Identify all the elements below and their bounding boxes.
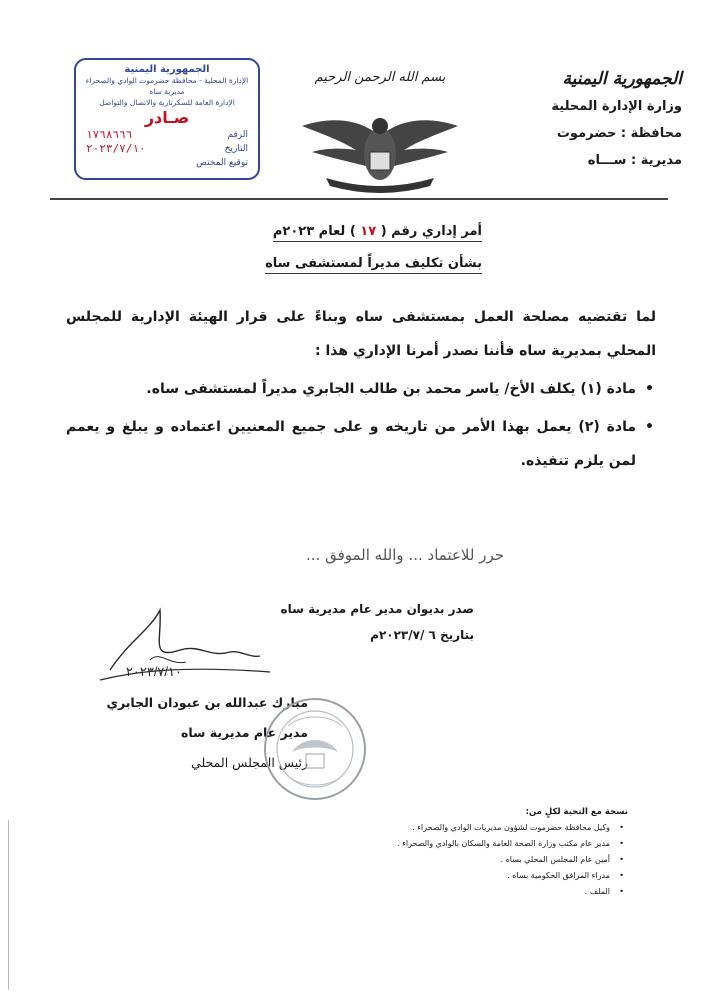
order-body <box>66 300 656 478</box>
article-text: مادة (١) يكلف الأخ/ ياسر محمد بن طالب الجابري مديراً لمستشفى ساه. <box>146 381 636 397</box>
order-prefix: أمر إداري رقم ( <box>380 224 482 239</box>
closing-line: حرر للاعتماد ... والله الموفق ... <box>306 546 504 564</box>
cc-item: • مدراء المرافق الحكومية بساه . <box>228 868 610 884</box>
header-divider <box>50 198 668 200</box>
order-number: ١٧ <box>360 224 377 239</box>
cc-item: • الملف . <box>228 884 610 900</box>
cc-item: • مدير عام مكتب وزارة الصحة العامة والسكان بالوادي والصحراء . <box>228 836 610 852</box>
stamp-sign-row <box>76 156 258 170</box>
yemen-eagle-emblem-icon <box>296 96 464 194</box>
ministry-name: وزارة الإدارة المحلية <box>551 99 682 114</box>
cc-item: • وكيل محافظة حضرموت لشؤون مديريات الوادي والصحراء . <box>228 820 610 836</box>
stamp-title: الجمهورية اليمنية <box>124 64 210 75</box>
registry-stamp <box>74 58 260 180</box>
republic-title: الجمهورية اليمنية <box>562 69 682 89</box>
signature-date: ٢٠٢٣/٧/١٠ <box>125 664 182 679</box>
stamp-date-value: ٢٠٢٣/٧/١٠ <box>86 142 146 155</box>
official-seal <box>262 696 368 802</box>
signatory-name: مبارك عبدالله بن عبودان الجابري <box>106 695 308 710</box>
governorate-name: محافظة : حضرموت <box>556 126 682 141</box>
stamp-line: الإدارة العامة للسكرتارية والاتصال والتواصل <box>99 98 235 107</box>
cc-title: نسخة مع التحية لكلٍ من: <box>525 807 628 817</box>
stamp-ref-label: الرقم <box>227 130 248 140</box>
order-suffix: ) لعام ٢٠٢٣م <box>272 224 356 239</box>
article-text: مادة (٢) يعمل بهذا الأمر من تاريخه و على جميع المعنيين اعتماده و يبلغ و يعمم لمن يلزم تنفيذه. <box>66 419 636 469</box>
issued-at: صدر بديوان مدير عام مديرية ساه <box>280 602 474 616</box>
bullet-icon: • <box>645 381 654 397</box>
stamp-ref-value: ١٧٦٨٦٦٦ <box>86 128 133 141</box>
stamp-line: الإدارة المحلية - محافظة حضرموت الوادي والصحراء <box>85 76 249 85</box>
cc-item: • أمين عام المجلس المحلي بساه . <box>228 852 610 868</box>
handwritten-signature <box>90 600 280 700</box>
stamp-sign-label: توقيع المختص <box>196 158 248 168</box>
bullet-icon: • <box>645 419 654 435</box>
order-number-line <box>273 224 482 242</box>
scan-edge <box>0 820 9 990</box>
order-intro: لما تقتضيه مصلحة العمل بمستشفى ساه وبناءً على قرار الهيئة الإدارية للمجلس المحلي بمديرية ساه فأننا نصدر أمرنا الإداري هذا : <box>66 309 656 359</box>
basmala: بسم الله الرحمن الرحيم <box>314 70 446 85</box>
cc-list <box>228 804 628 900</box>
issuance-block <box>281 596 474 648</box>
letterhead-right <box>502 66 682 174</box>
stamp-date-row <box>76 142 258 156</box>
district-name: مديرية : ســـاه <box>587 153 682 168</box>
stamp-date-label: التاريخ <box>224 144 248 154</box>
stamp-line: مديرية ساه <box>149 87 185 96</box>
signatory-title: مدير عام مديرية ساه <box>181 725 308 740</box>
stamp-ref-row <box>76 128 258 142</box>
article-item <box>66 372 656 406</box>
issued-date: بتاريخ ٦ /٢٠٢٣/٧م <box>370 628 474 642</box>
signatory-role: رئيس المجلس المحلي <box>191 755 308 770</box>
stamp-status: صـادر <box>144 108 190 127</box>
article-item <box>66 410 656 478</box>
order-subject: بشأن تكليف مديراً لمستشفى ساه <box>265 256 482 274</box>
